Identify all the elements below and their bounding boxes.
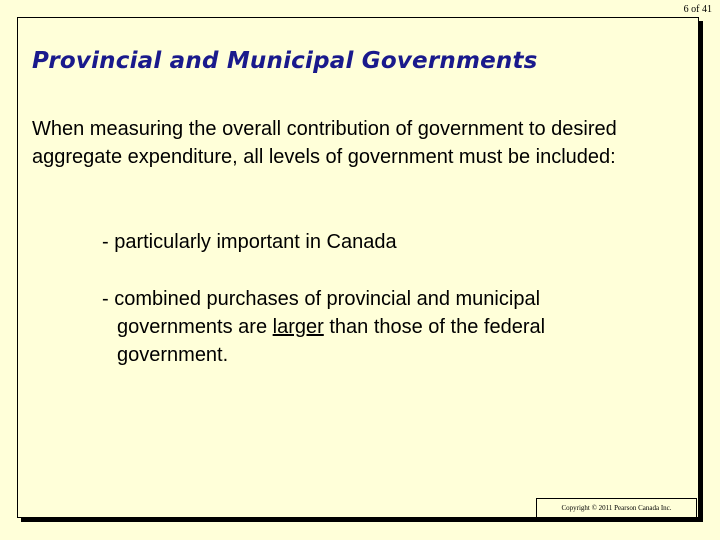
bullet-line-2-end: than those of the federal (323, 316, 546, 338)
bullet-line-2-start: governments are (117, 316, 273, 338)
slide-frame (17, 17, 699, 518)
bullet-line-1: - combined purchases of provincial and municipal (102, 288, 541, 310)
bullet-line-2 (102, 313, 662, 341)
intro-paragraph: When measuring the overall contribution of government to desired aggregate expenditure, all levels of government must be included: (32, 118, 617, 168)
bullet-line-3: government. (117, 344, 229, 366)
bullet-item-purchases (102, 285, 662, 369)
emphasis-larger: larger (272, 316, 324, 338)
slide-title: Provincial and Municipal Governments (32, 48, 538, 74)
page-counter: 6 of 41 (683, 4, 712, 15)
copyright-notice: Copyright © 2011 Pearson Canada Inc. (536, 498, 697, 518)
bullet-item-canada: - particularly important in Canada (102, 231, 397, 253)
